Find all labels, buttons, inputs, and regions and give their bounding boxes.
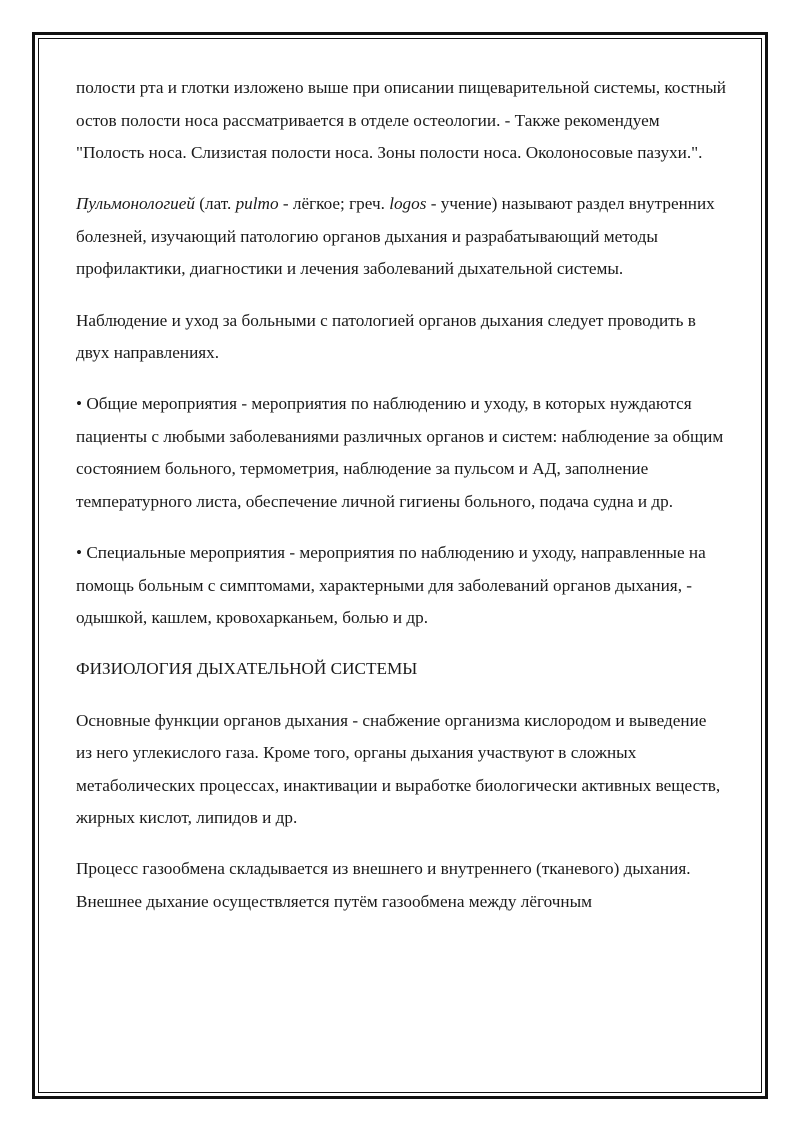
section-heading: ФИЗИОЛОГИЯ ДЫХАТЕЛЬНОЙ СИСТЕМЫ: [76, 659, 418, 679]
paragraph-nasal-cavity: полости рта и глотки изложено выше при описании пищеварительной системы, костный остов полости носа рассматривается в отделе остеологии. - Также рекомендуем "Полость носа. Слизистая полости носа. Зоны полости носа. Околоносовые пазухи.".: [76, 78, 726, 163]
paragraph-care-directions: Наблюдение и уход за больными с патологией органов дыхания следует проводить в двух направлениях.: [76, 310, 696, 363]
list-item-general-measures: • Общие мероприятия - мероприятия по наблюдению и уходу, в которых нуждаются пациенты с любыми заболеваниями различных органов и систем: наблюдение за общим состоянием больного, термометрия, наблюдение за пульсом и АД, заполнение температурного листа, обеспечение личной гигиены больного, подача судна и др.: [76, 394, 724, 512]
term-greek: logos: [389, 194, 427, 214]
list-item-special-measures: • Специальные мероприятия - мероприятия по наблюдению и уходу, направленные на помощь больным с симптомами, характерными для заболеваний органов дыхания, - одышкой, кашлем, кровохарканьем, болью и др.: [76, 543, 706, 628]
term-pulmonology: Пульмонологией: [76, 194, 195, 214]
document-body: [76, 72, 726, 937]
paragraph-respiratory-functions: Основные функции органов дыхания - снабжение организма кислородом и выведение из него углекислого газа. Кроме того, органы дыхания участвуют в сложных метаболических процессах, инактивации и выработке биологически активных веществ, жирных кислот, липидов и др.: [76, 710, 721, 828]
term-latin: pulmo: [235, 194, 279, 214]
paragraph-gas-exchange: Процесс газообмена складывается из внешнего и внутреннего (тканевого) дыхания. Внешнее дыхание осуществляется путём газообмена между лёгочным: [76, 859, 691, 911]
paragraph-pulmonology-definition: Пульмонологией (лат. pulmo - лёгкое; греч. logos - учение) называют раздел внутренних болезней, изучающий патологию органов дыхания и разрабатывающий методы профилактики, диагностики и лечения заболеваний дыхательной системы.: [76, 194, 715, 279]
